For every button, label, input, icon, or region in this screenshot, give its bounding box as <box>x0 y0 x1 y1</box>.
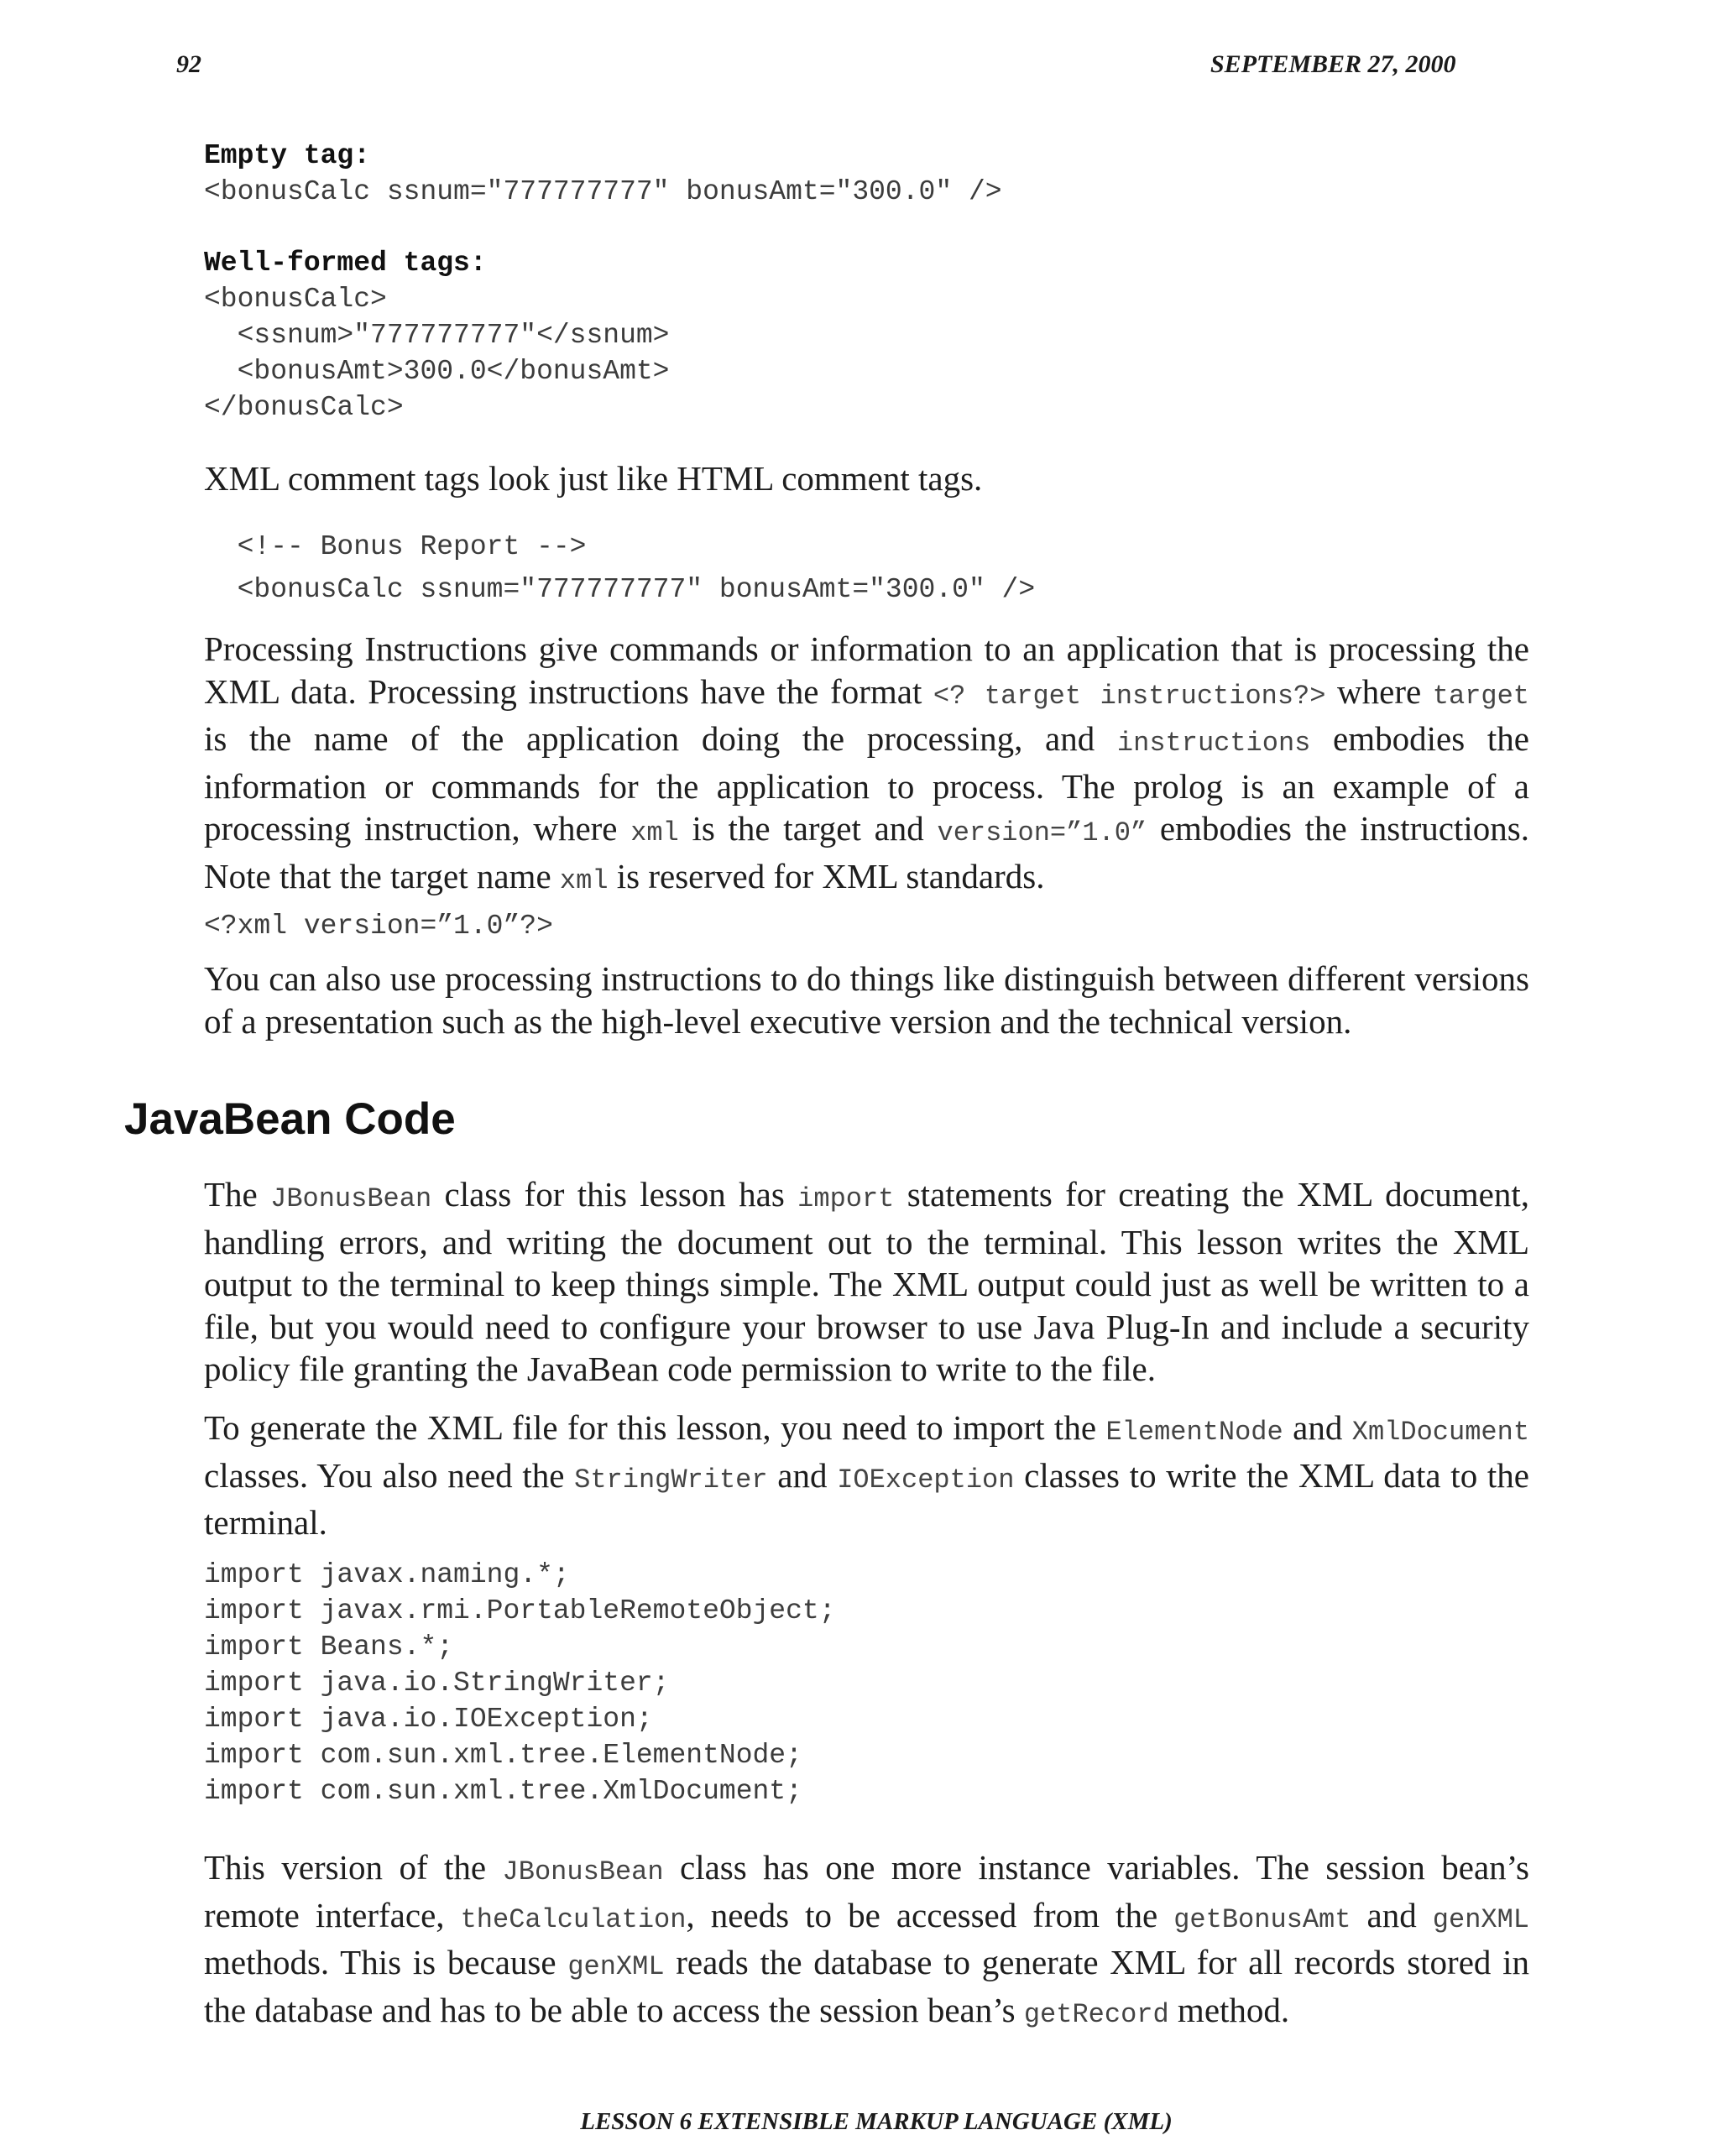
paragraph-javabean: The JBonusBean class for this lesson has import statements for creating the XML document, handling errors, and writing the document out to the terminal. This lesson writes the XML output to the terminal to keep things simple. The XML output could just as well be written to a file, but you would need to configure your browser to use Java Plug-In and include a security policy file granting the JavaBean code permission to write to the file. <box>204 1175 1529 1388</box>
paragraph-generate-xml: To generate the XML file for this lesson, you need to import the ElementNode and XmlDocument classes. You also need the StringWriter and IOException classes to write the XML data to the terminal. <box>204 1408 1530 1542</box>
code-line-import: import Beans.*; <box>204 1631 454 1663</box>
code-line-import: import com.sun.xml.tree.XmlDocument; <box>204 1776 802 1807</box>
section-heading: JavaBean Code <box>124 1094 456 1144</box>
page-footer: LESSON 6 EXTENSIBLE MARKUP LANGUAGE (XML) <box>580 2108 1173 2135</box>
code-label-empty-tag: Empty tag: <box>204 140 371 171</box>
code-line-import: import javax.rmi.PortableRemoteObject; <box>204 1595 836 1626</box>
code-line: </bonusCalc> <box>204 392 404 423</box>
code-line-import: import com.sun.xml.tree.ElementNode; <box>204 1740 802 1771</box>
paragraph-processing-instructions: Processing Instructions give commands or information to an application that is processing the XML data. Processing instructions have the format <? target instructions?> where target is the name of the application doing the processing, and instructions embodies the information or commands for the application to process. The prolog is an example of a processing instruction, where xml is the target and version=”1.0” embodies the instructions. Note that the target name xml is reserved for XML standards. <box>204 629 1529 896</box>
code-line: <ssnum>"777777777"</ssnum> <box>204 320 670 351</box>
page-date: SEPTEMBER 27, 2000 <box>1210 50 1456 78</box>
paragraph-comment-tags: XML comment tags look just like HTML comment tags. <box>204 459 983 498</box>
code-label-well-formed: Well-formed tags: <box>204 248 487 279</box>
page-number: 92 <box>176 50 201 78</box>
paragraph-versions: You can also use processing instructions to do things like distinguish between different versions of a presentation such as the high-level executive version and the technical version. <box>204 959 1529 1041</box>
code-line: <bonusAmt>300.0</bonusAmt> <box>204 356 670 387</box>
code-line-comment: <bonusCalc ssnum="777777777" bonusAmt="300.0" /> <box>204 574 1036 605</box>
code-line-import: import java.io.IOException; <box>204 1704 653 1735</box>
code-line: <bonusCalc> <box>204 284 387 315</box>
code-line-comment: <!-- Bonus Report --> <box>204 531 587 562</box>
paragraph-instance-variables: This version of the JBonusBean class has one more instance variables. The session bean’s remote interface, theCalculation, needs to be accessed from the getBonusAmt and genXML methods. This is because genXML reads the database to generate XML for all records stored in the database and has to be able to access the session bean’s getRecord method. <box>204 1848 1530 2030</box>
code-line-empty-tag: <bonusCalc ssnum="777777777" bonusAmt="300.0" /> <box>204 176 1002 207</box>
code-line-prolog: <?xml version=”1.0”?> <box>204 911 553 942</box>
code-line-import: import javax.naming.*; <box>204 1559 570 1590</box>
code-line-import: import java.io.StringWriter; <box>204 1668 670 1699</box>
